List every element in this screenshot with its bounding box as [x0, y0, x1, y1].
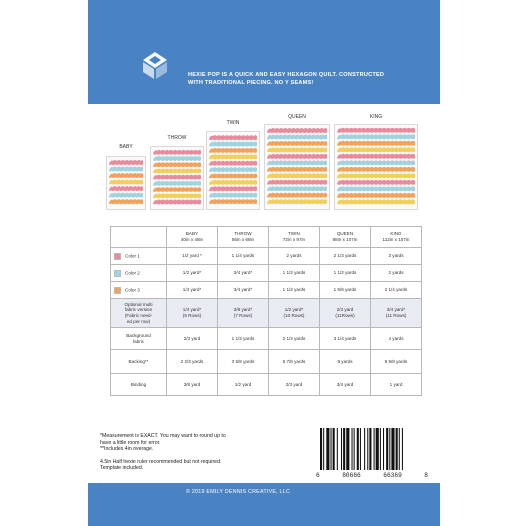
table-cell: 1/4 yard* (5 Rows) [167, 299, 218, 328]
barcode-bar [369, 428, 371, 470]
table-row-background [111, 328, 422, 350]
table-cell: 1/2 yard* [167, 265, 218, 282]
barcode-icon [316, 426, 428, 472]
barcode-bar [402, 428, 403, 470]
hexie-row [153, 150, 201, 155]
hexie-row [109, 193, 143, 198]
table-cell: 3/4 yard* (11 Rows) [371, 299, 422, 328]
row-label-optional: Optional multi fabric version (Fabric need- ed per row) [111, 299, 167, 328]
hexie-row [267, 180, 327, 185]
table-cell: 1/4 yard* [167, 282, 218, 299]
hexie-row [153, 162, 201, 167]
table-cell: 1 1/4 yards [218, 248, 269, 265]
row-label-color-3: Color 3 [111, 282, 167, 299]
barcode-bar [337, 428, 338, 470]
hexie-row [209, 161, 257, 166]
barcode-bar [367, 428, 368, 470]
quilt-king [334, 124, 418, 210]
note-ruler-2: Template included. [100, 465, 144, 472]
table-cell: 2/3 yard [167, 328, 218, 350]
table-cell: 1 1/2 yards [269, 282, 320, 299]
table-cell: 5 7/8 yards [269, 350, 320, 374]
pattern-notes [100, 433, 300, 472]
barcode-bar [346, 428, 349, 470]
table-cell: 2 yards [371, 265, 422, 282]
barcode-number [316, 472, 428, 479]
table-cell: 3 yards [371, 248, 422, 265]
hexie-row [109, 180, 143, 185]
hexie-logo-icon [140, 50, 170, 80]
barcode-bar [376, 428, 379, 470]
hexie-row [153, 156, 201, 161]
hexie-row [337, 134, 415, 139]
hexie-row [337, 199, 415, 204]
row-label-binding: Binding [111, 374, 167, 396]
hexie-row [337, 160, 415, 165]
table-cell: 3/4 yard [320, 374, 371, 396]
hexie-row [209, 142, 257, 147]
barcode-bar [391, 428, 394, 470]
hexie-row [267, 173, 327, 178]
barcode-bar [320, 428, 322, 470]
row-label-color-1: Color 1 [111, 248, 167, 265]
quilt-throw-pattern [151, 147, 203, 209]
table-cell: 1 1/2 yards [320, 265, 371, 282]
barcode-bar [374, 428, 375, 470]
row-label-backing: Backing** [111, 350, 167, 374]
barcode-bar [386, 428, 388, 470]
hexie-row [209, 199, 257, 204]
hexie-row [209, 180, 257, 185]
row-label-color-2: Color 2 [111, 265, 167, 282]
hexie-row [337, 193, 415, 198]
barcode-digit-check: 8 [424, 472, 428, 479]
hexie-row [209, 135, 257, 140]
hexie-row [209, 148, 257, 153]
table-cell: 3/8 yard* (7 Rows) [218, 299, 269, 328]
hexie-row [337, 154, 415, 159]
row-label-background: Background fabric [111, 328, 167, 350]
table-corner-cell [111, 227, 167, 248]
hexie-row [337, 141, 415, 146]
barcode-bar [326, 428, 329, 470]
header-band [88, 0, 440, 104]
hexie-row [109, 167, 143, 172]
table-cell: 1 5/6 yards [320, 282, 371, 299]
orange-swatch-icon [114, 287, 121, 294]
table-cell: 1/2 yard * [167, 248, 218, 265]
column-header-throw: THROW 56in x 68in [218, 227, 269, 248]
column-header-twin: TWIN 72in x 97in [269, 227, 320, 248]
hexie-row [153, 168, 201, 173]
barcode-bar [343, 428, 345, 470]
table-cell: 1/2 yard [218, 374, 269, 396]
hexie-row [267, 167, 327, 172]
table-row-backing [111, 350, 422, 374]
column-header-king: KING 112in x 107in [371, 227, 422, 248]
hexie-row [267, 193, 327, 198]
hexie-row [153, 181, 201, 186]
table-cell: 9 5/8 yards [371, 350, 422, 374]
fabric-requirements-table [110, 226, 422, 396]
header-description [188, 71, 434, 87]
hexie-row [109, 173, 143, 178]
table-cell: 2 yards [269, 248, 320, 265]
table-cell: 8 yards [320, 350, 371, 374]
hexie-row [337, 128, 415, 133]
note-overage: **Includes 4in overage. [100, 446, 154, 453]
hexie-row [267, 128, 327, 133]
barcode-bar [396, 428, 398, 470]
quilt-king-pattern [335, 125, 417, 209]
column-header-baby: BABY 40in x 48in [167, 227, 218, 248]
table-cell: 3/4 yard* [218, 282, 269, 299]
note-measurement-2: have a little room for error. [100, 439, 161, 446]
table-cell: 2 1/3 yards [269, 328, 320, 350]
table-row-binding [111, 374, 422, 396]
quilt-queen [264, 124, 330, 210]
table-row-color-3 [111, 282, 422, 299]
barcode-bar [389, 428, 390, 470]
barcode-bar [352, 428, 353, 470]
quilt-label-throw: THROW [167, 135, 187, 141]
footer-band [88, 483, 440, 526]
quilt-label-baby: BABY [119, 144, 133, 150]
quilt-queen-pattern [265, 125, 329, 209]
hexie-row [209, 167, 257, 172]
hexie-row [153, 187, 201, 192]
hexie-row [209, 186, 257, 191]
table-cell: 3/4 yard* [218, 265, 269, 282]
table-row-color-1 [111, 248, 422, 265]
hexie-row [337, 180, 415, 185]
barcode-bar [380, 428, 381, 470]
table-cell: 1 1/3 yards [218, 328, 269, 350]
hexie-row [337, 147, 415, 152]
barcode-digits-right: 66369 [383, 472, 402, 479]
barcode-digits-left: 80666 [342, 472, 361, 479]
barcode-bar [364, 428, 365, 470]
table-cell: 3 1/4 yards [320, 328, 371, 350]
pink-swatch-icon [114, 253, 121, 260]
barcode-bar [357, 428, 359, 470]
quilt-size-illustrations [88, 104, 440, 214]
hexie-row [109, 160, 143, 165]
hexie-row [267, 160, 327, 165]
barcode-bar [360, 428, 361, 470]
barcode-bar [354, 428, 355, 470]
table-cell: 1/2 yard* (10 Rows) [269, 299, 320, 328]
table-cell: 2 1/4 yards [371, 282, 422, 299]
quilt-label-king: KING [369, 114, 383, 120]
header-line-2: WITH TRADITIONAL PIECING. NO Y SEAMS! [188, 80, 314, 86]
table-cell: 1 yard [371, 374, 422, 396]
header-line-1: HEXIE POP IS A QUICK AND EASY HEXAGON QUILT. CONSTRUCTED [188, 72, 385, 78]
column-header-queen: QUEEN 88in x 107in [320, 227, 371, 248]
table-row-optional [111, 299, 422, 328]
hexie-row [337, 167, 415, 172]
table-row-color-2 [111, 265, 422, 282]
table-cell: 3/8 yard [167, 374, 218, 396]
hexie-row [109, 186, 143, 191]
hexie-row [267, 186, 327, 191]
hexie-row [209, 154, 257, 159]
barcode-digit-lead: 6 [316, 472, 320, 479]
hexie-row [267, 134, 327, 139]
quilt-label-queen: QUEEN [288, 114, 306, 120]
hexie-row [337, 173, 415, 178]
quilt-baby-pattern [107, 157, 145, 209]
barcode-bar [341, 428, 342, 470]
hexie-row [209, 193, 257, 198]
table-header-row [111, 227, 422, 248]
barcode-bar [323, 428, 324, 470]
table-cell: 2 2/3 yards [167, 350, 218, 374]
barcode-bar [399, 428, 400, 470]
hexie-row [109, 199, 143, 204]
quilt-label-twin: TWIN [226, 120, 240, 126]
note-ruler-1: 4.5in Half hexie ruler recommended but not required. [100, 458, 222, 465]
hexie-row [153, 175, 201, 180]
pattern-back-cover [88, 0, 440, 526]
hexie-row [337, 186, 415, 191]
table-cell: 1 1/2 yards [269, 265, 320, 282]
hexie-row [153, 193, 201, 198]
hexie-row [267, 154, 327, 159]
hexie-row [153, 200, 201, 205]
hexie-row [267, 199, 327, 204]
barcode-bar [333, 428, 335, 470]
copyright-text: © 2019 EMILY DENNIS CREATIVE, LLC [186, 489, 291, 495]
quilt-baby [106, 156, 146, 210]
table-cell: 3 5/8 yards [218, 350, 269, 374]
barcode-bar [383, 428, 384, 470]
hexie-row [209, 174, 257, 179]
table-cell: 2/3 yard [269, 374, 320, 396]
note-measurement-1: *Measurement is EXACT. You may want to round up to [100, 433, 226, 439]
hexie-row [267, 147, 327, 152]
quilt-twin-pattern [207, 132, 259, 209]
table-cell: 2/3 yard (11Rows) [320, 299, 371, 328]
quilt-throw [150, 146, 204, 210]
barcode-bar [331, 428, 332, 470]
aqua-swatch-icon [114, 270, 121, 277]
quilt-twin [206, 131, 260, 210]
table-cell: 2 1/3 yards [320, 248, 371, 265]
hexie-row [267, 141, 327, 146]
table-cell: 4 yards [371, 328, 422, 350]
